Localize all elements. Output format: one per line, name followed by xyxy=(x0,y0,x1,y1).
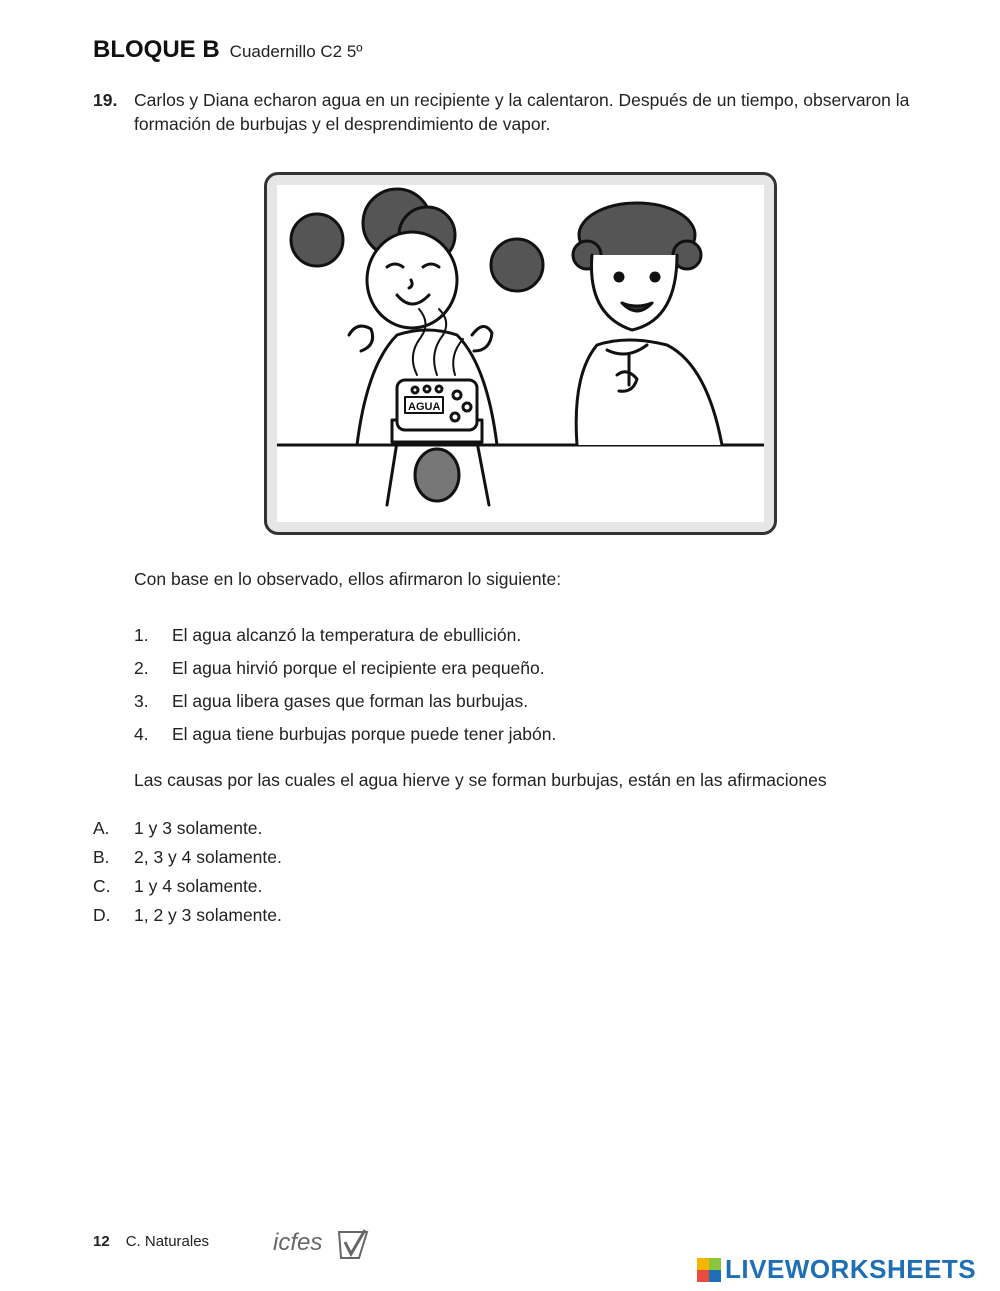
statement-number: 4. xyxy=(134,724,149,744)
statement-text: El agua hirvió porque el recipiente era pequeño. xyxy=(172,658,545,678)
children-heating-water-drawing xyxy=(277,185,764,522)
icfes-logo xyxy=(271,1226,371,1262)
pot-label: AGUA xyxy=(408,401,441,413)
page-footer xyxy=(93,1233,209,1250)
option-letter: A. xyxy=(93,818,110,838)
statement-number: 1. xyxy=(134,625,149,645)
option-letter: B. xyxy=(93,847,110,867)
option-b[interactable] xyxy=(93,847,282,868)
option-text: 2, 3 y 4 solamente. xyxy=(134,847,282,867)
subject-label: C. Naturales xyxy=(125,1233,210,1250)
statement-1 xyxy=(134,625,521,646)
option-d[interactable] xyxy=(93,905,282,926)
question-prompt: Las causas por las cuales el agua hierve y se forman burbujas, están en las afirmaciones xyxy=(134,770,827,790)
statement-number: 3. xyxy=(134,691,149,711)
statement-3 xyxy=(134,691,528,712)
statement-2 xyxy=(134,658,545,679)
icfes-logo-text: icfes xyxy=(273,1229,323,1256)
option-a[interactable] xyxy=(93,818,262,839)
burner xyxy=(387,420,489,505)
question-number: 19. xyxy=(93,90,118,110)
option-letter: D. xyxy=(93,905,111,925)
question-text: Carlos y Diana echaron agua en un recipiente y la calentaron. Después de un tiempo, observaron la formación de burbujas y el desprendimiento de vapor. xyxy=(134,90,910,134)
option-c[interactable] xyxy=(93,876,262,897)
statement-number: 2. xyxy=(134,658,149,678)
page-header xyxy=(93,36,363,64)
liveworksheets-brand: LIVEWORKSHEETS xyxy=(725,1254,977,1284)
liveworksheets-watermark xyxy=(697,1254,976,1284)
liveworksheets-badge-icon xyxy=(697,1258,721,1282)
page-number: 12 xyxy=(93,1233,110,1250)
statement-text: El agua libera gases que forman las burbujas. xyxy=(172,691,529,711)
statement-text: El agua tiene burbujas porque puede tener jabón. xyxy=(172,724,557,744)
option-text: 1, 2 y 3 solamente. xyxy=(134,905,282,925)
statement-4 xyxy=(134,724,556,745)
statements-intro: Con base en lo observado, ellos afirmaron lo siguiente: xyxy=(134,569,562,589)
boy-face xyxy=(592,255,678,330)
option-text: 1 y 4 solamente. xyxy=(134,876,263,896)
block-title: BLOQUE B xyxy=(93,36,220,63)
boiling-water-illustration xyxy=(264,172,777,535)
option-letter: C. xyxy=(93,876,111,896)
option-text: 1 y 3 solamente. xyxy=(134,818,263,838)
question-19 xyxy=(93,88,913,136)
booklet-subtitle: Cuadernillo C2 5º xyxy=(229,42,363,61)
statement-text: El agua alcanzó la temperatura de ebullición. xyxy=(172,625,522,645)
